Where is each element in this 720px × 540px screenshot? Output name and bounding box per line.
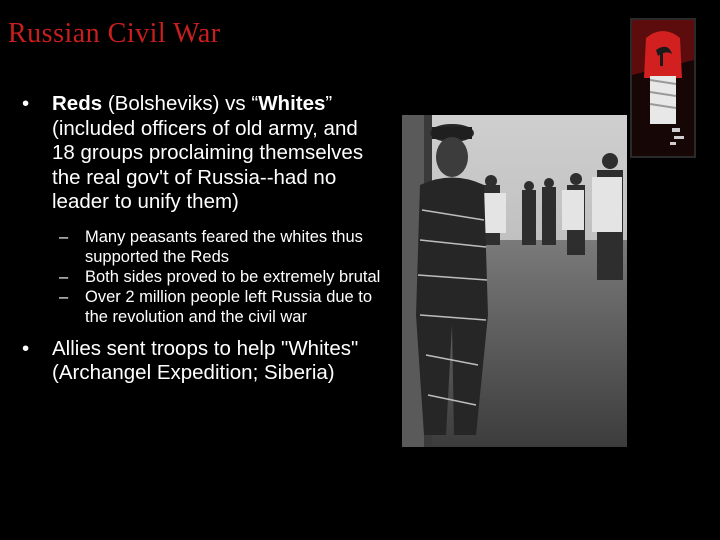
soviet-fist-poster xyxy=(630,18,696,158)
sub-bullet-text: Many peasants feared the whites thus supported the Reds xyxy=(85,227,363,266)
reds-label: Reds xyxy=(52,92,103,115)
sub-bullet-emigration xyxy=(22,287,382,327)
sub-bullet-brutal xyxy=(22,267,382,287)
prisoner-photo xyxy=(402,115,627,447)
sub-bullet-marker: – xyxy=(59,267,69,286)
bullet-reds-whites xyxy=(22,92,382,215)
sub-bullet-marker: – xyxy=(59,287,69,306)
bullet-marker: • xyxy=(22,92,30,115)
sub-bullet-marker: – xyxy=(59,227,69,246)
whites-label: Whites xyxy=(258,92,326,115)
bullet-text: Allies sent troops to help "Whites" (Archangel Expedition; Siberia) xyxy=(52,336,359,384)
bullet-marker: • xyxy=(22,336,30,360)
sub-bullet-text: Over 2 million people left Russia due to the revolution and the civil war xyxy=(85,287,373,326)
bullet-text-part: ” (included officers of old army, and 18 groups proclaiming themselves the real gov't of Russia--had no leader to unify them) xyxy=(52,92,364,213)
bullet-allies xyxy=(22,337,382,386)
slide-title: Russian Civil War xyxy=(8,18,221,49)
sub-bullet-peasants xyxy=(22,227,382,267)
bullet-text-part: (Bolsheviks) vs “ xyxy=(102,92,259,115)
slide-body xyxy=(22,92,382,386)
sub-bullet-text: Both sides proved to be extremely brutal xyxy=(85,267,381,286)
